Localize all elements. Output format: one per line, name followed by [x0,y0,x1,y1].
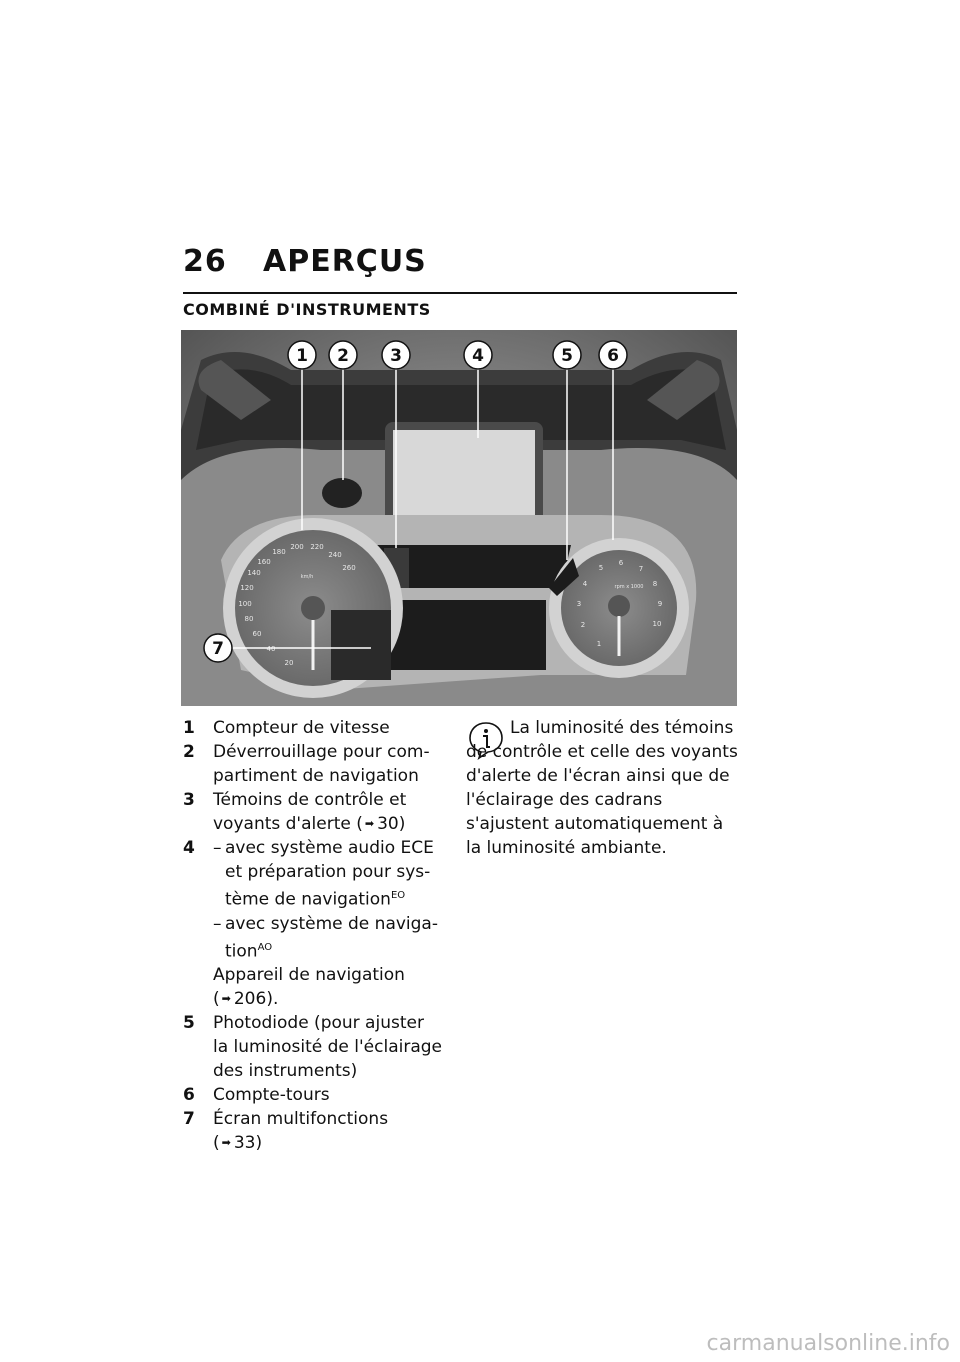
callout-7 [204,634,232,662]
legend-text: Compteur de vitesse [213,718,390,738]
legend-key: 2 [183,742,195,762]
legend-key: 3 [183,790,195,810]
tacho-tick: 4 [582,580,588,588]
tacho-tick: 3 [576,600,582,608]
legend-item [183,1011,443,1083]
speedo-tick: 220 [310,543,324,551]
svg-text:7: 7 [212,639,224,659]
tacho-tick: 5 [598,564,604,572]
speedo-tick: 180 [272,548,286,556]
callout-6 [599,341,627,369]
variant-marker: AO [257,941,273,953]
tacho-tick: 8 [652,580,658,588]
callout-5 [553,341,581,369]
speedo-tick: 140 [247,569,261,577]
tacho-unit: rpm x 1000 [614,584,644,590]
speedo-tick: 160 [257,558,271,566]
header-rule [183,292,737,294]
page-ref-arrow-icon: ➡ [221,992,231,1006]
svg-text:4: 4 [472,346,484,366]
watermark: carmanualsonline.info [706,1331,950,1356]
callout-3 [382,341,410,369]
legend-text: Écran multifonctions [213,1109,389,1130]
speedo-tick: 200 [290,543,304,551]
speedo-unit: km/h [300,574,314,580]
legend-key: 1 [183,718,195,738]
legend-text: Photodiode (pour ajuster la luminosité de l'éclairage des instruments) [213,1013,442,1082]
svg-text:2: 2 [337,346,349,366]
tacho-tick: 10 [652,620,662,628]
legend-key: 7 [183,1109,195,1130]
page-ref-arrow-icon: ➡ [221,1136,231,1150]
callout-2 [329,341,357,369]
note-text: La luminosité des témoins de contrôle et celle des voyants d'alerte de l'écran ainsi que de l'éclairage des cadrans s'ajustent automatiquement à la luminosité ambiante. [466,718,738,858]
page-header [183,244,427,279]
legend-key: 4 [183,838,195,858]
legend-item: 7 Écran multifonctions ( ➡ 33) [183,1107,443,1155]
tacho-tick: 1 [596,640,602,648]
info-icon [466,720,506,760]
page-reference: 206 [233,989,267,1010]
legend-key: 6 [183,1085,195,1106]
section-title: COMBINÉ D'INSTRUMENTS [183,300,431,319]
legend-key: 5 [183,1013,195,1034]
legend-item [183,716,443,740]
instrument-cluster-illustration [181,330,737,706]
speedo-tick: 240 [328,551,342,559]
legend-item [183,740,443,788]
legend-item: 4 – avec système audio ECE et préparation pour sys-tème de navigation$^{EO}$ – avec système de naviga-tion$^{AO}$ Appareil de navigation ( ➡ 206). [183,838,438,1010]
legend-text: Compte-tours [213,1085,330,1106]
callout-4 [464,341,492,369]
legend-text: avec système de naviga-tion [225,913,438,962]
speedo-tick: 100 [238,600,252,608]
page-reference: 30 [377,814,399,834]
tacho-tick: 7 [638,565,644,573]
legend-item: 3 Témoins de contrôle et voyants d'alerte ( ➡ 30) [183,790,407,834]
speedo-tick: 40 [266,645,276,653]
page-reference: 33 [233,1133,256,1154]
legend-text: Déverrouillage pour com-partiment de navigation [213,742,430,786]
instrument-cluster-photo [181,330,737,706]
variant-marker: EO [390,890,406,901]
tacho-tick: 6 [618,559,624,567]
page-number: 26 [183,244,227,279]
svg-text:5: 5 [561,346,573,366]
legend-text: Appareil de navigation [213,965,405,986]
legend-text: Témoins de contrôle et voyants d'alerte ( [213,790,407,834]
page-ref-arrow-icon: ➡ [364,817,375,830]
speedo-tick: 60 [252,630,262,638]
chapter-title: APERÇUS [263,244,427,279]
svg-text:6: 6 [607,346,619,366]
legend-list [183,716,443,1155]
speedo-tick: 260 [342,564,356,572]
info-note [466,716,738,860]
tacho-tick: 9 [657,600,663,608]
callout-1 [288,341,316,369]
speedo-tick: 80 [244,615,254,623]
speedo-tick: 20 [284,659,294,667]
tacho-tick: 2 [580,621,586,629]
legend-item [183,1083,443,1107]
svg-text:1: 1 [296,346,308,366]
legend-text: avec système audio ECE et préparation pour sys-tème de navigation [225,838,434,910]
speedo-tick: 120 [240,584,254,592]
svg-text:3: 3 [390,346,402,366]
